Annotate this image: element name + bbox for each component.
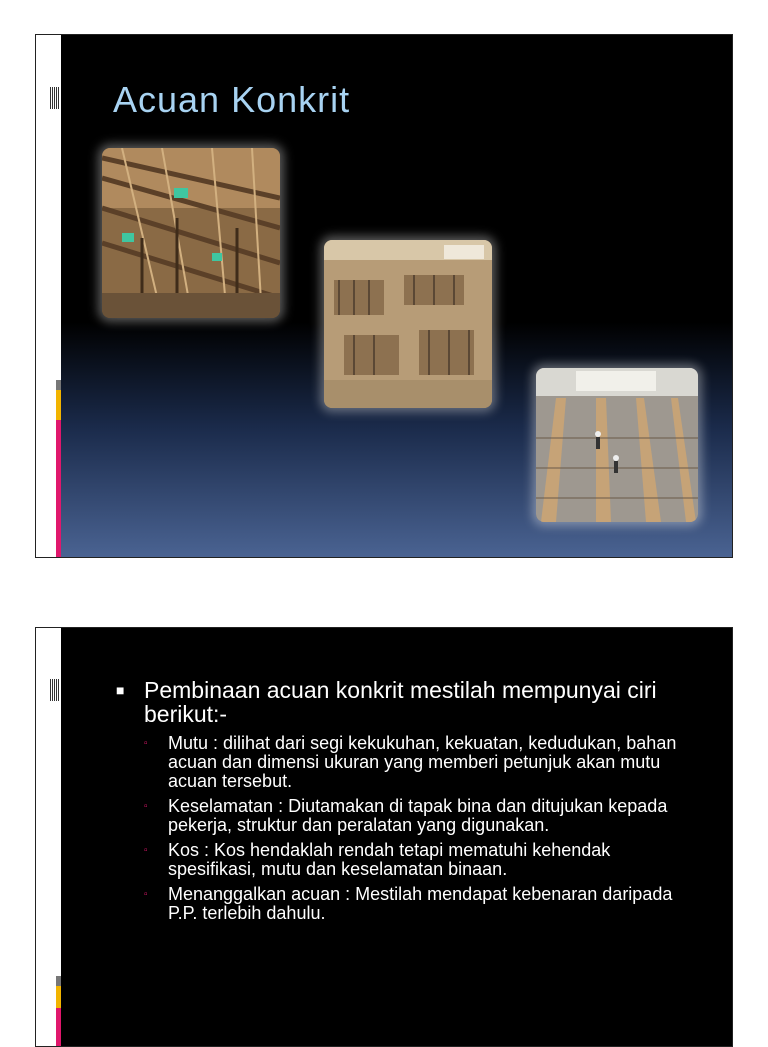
slide-marker-icon xyxy=(50,87,60,109)
photo-foundation-rebar xyxy=(324,240,492,408)
sub-bullet-list xyxy=(144,734,696,923)
hollow-square-bullet-icon: ▫ xyxy=(144,738,148,749)
sub-bullet-item xyxy=(144,734,696,791)
slide-2 xyxy=(35,627,733,1047)
hollow-square-bullet-icon: ▫ xyxy=(144,801,148,812)
slide-margin xyxy=(36,628,61,1046)
slide-content xyxy=(116,678,696,929)
bullet-item xyxy=(116,678,696,726)
slide-marker-icon xyxy=(50,679,60,701)
sub-bullet-text: Menanggalkan acuan : Mestilah mendapat kebenaran daripada P.P. terlebih dahulu. xyxy=(168,884,673,923)
photo-site-formwork xyxy=(536,368,698,522)
hollow-square-bullet-icon: ▫ xyxy=(144,845,148,856)
sub-bullet-text: Keselamatan : Diutamakan di tapak bina dan ditujukan kepada pekerja, struktur dan peralatan yang digunakan. xyxy=(168,796,668,835)
sub-bullet-text: Mutu : dilihat dari segi kekukuhan, kekuatan, kedudukan, bahan acuan dan dimensi ukuran yang memberi petunjuk akan mutu acuan tersebut. xyxy=(168,733,677,791)
slide-margin xyxy=(36,35,61,557)
sub-bullet-item xyxy=(144,797,696,835)
photo-timber-formwork xyxy=(102,148,280,318)
sub-bullet-text: Kos : Kos hendaklah rendah tetapi mematuhi kehendak spesifikasi, mutu dan keselamatan binaan. xyxy=(168,840,611,879)
sub-bullet-item xyxy=(144,841,696,879)
bullet-text: Pembinaan acuan konkrit mestilah mempunyai ciri berikut:- xyxy=(144,677,657,727)
sub-bullet-item xyxy=(144,885,696,923)
hollow-square-bullet-icon: ▫ xyxy=(144,889,148,900)
slide-1 xyxy=(35,34,733,558)
square-bullet-icon: ■ xyxy=(116,682,125,698)
slide-title: Acuan Konkrit xyxy=(113,79,351,120)
